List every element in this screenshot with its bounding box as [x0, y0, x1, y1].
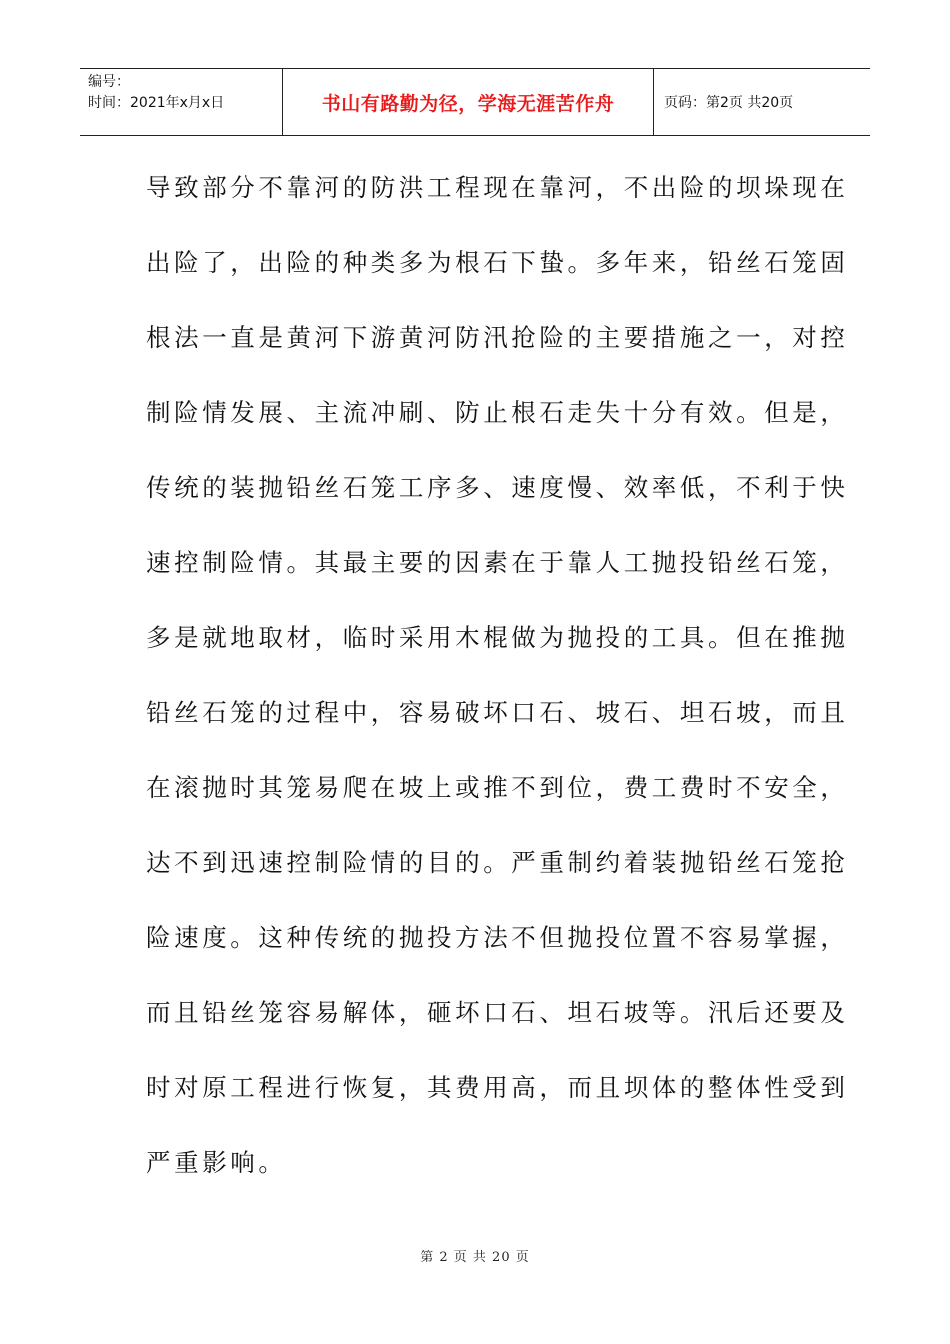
- page-footer: 第 2 页 共 20 页: [420, 1250, 530, 1265]
- body-line: 出险了，出险的种类多为根石下蛰。多年来，铅丝石笼固: [146, 248, 849, 277]
- body-line: 而且铅丝笼容易解体，砸坏口石、坦石坡等。汛后还要及: [146, 998, 849, 1027]
- body-line: 制险情发展、主流冲刷、防止根石走失十分有效。但是，: [146, 398, 849, 427]
- header-meta: [80, 69, 283, 135]
- body-line: 达不到迅速控制险情的目的。严重制约着装抛铅丝石笼抢: [146, 848, 849, 877]
- header-motto: 书山有路勤为径，学海无涯苦作舟: [321, 92, 615, 115]
- body-line: 时对原工程进行恢复，其费用高，而且坝体的整体性受到: [146, 1073, 849, 1102]
- document-date: 时间：2021年x月x日: [88, 95, 225, 111]
- body-line: 速控制险情。其最主要的因素在于靠人工抛投铅丝石笼，: [146, 548, 849, 577]
- body-line: 在滚抛时其笼易爬在坡上或推不到位，费工费时不安全，: [146, 773, 849, 802]
- body-paragraph: [146, 150, 849, 1200]
- body-line: 严重影响。: [146, 1148, 287, 1177]
- body-line: 根法一直是黄河下游黄河防汛抢险的主要措施之一，对控: [146, 323, 849, 352]
- header-motto-cell: [283, 69, 654, 135]
- body-line: 铅丝石笼的过程中，容易破坏口石、坡石、坦石坡，而且: [146, 698, 849, 727]
- header-page-info: 页码：第2页 共20页: [664, 95, 794, 111]
- body-line: 多是就地取材，临时采用木棍做为抛投的工具。但在推抛: [146, 623, 849, 652]
- body-line: 传统的装抛铅丝石笼工序多、速度慢、效率低，不利于快: [146, 473, 849, 502]
- page-header: [80, 68, 870, 136]
- body-line: 险速度。这种传统的抛投方法不但抛投位置不容易掌握，: [146, 923, 849, 952]
- body-line: 导致部分不靠河的防洪工程现在靠河，不出险的坝垛现在: [146, 173, 849, 202]
- document-number-label: 编号：: [88, 74, 130, 90]
